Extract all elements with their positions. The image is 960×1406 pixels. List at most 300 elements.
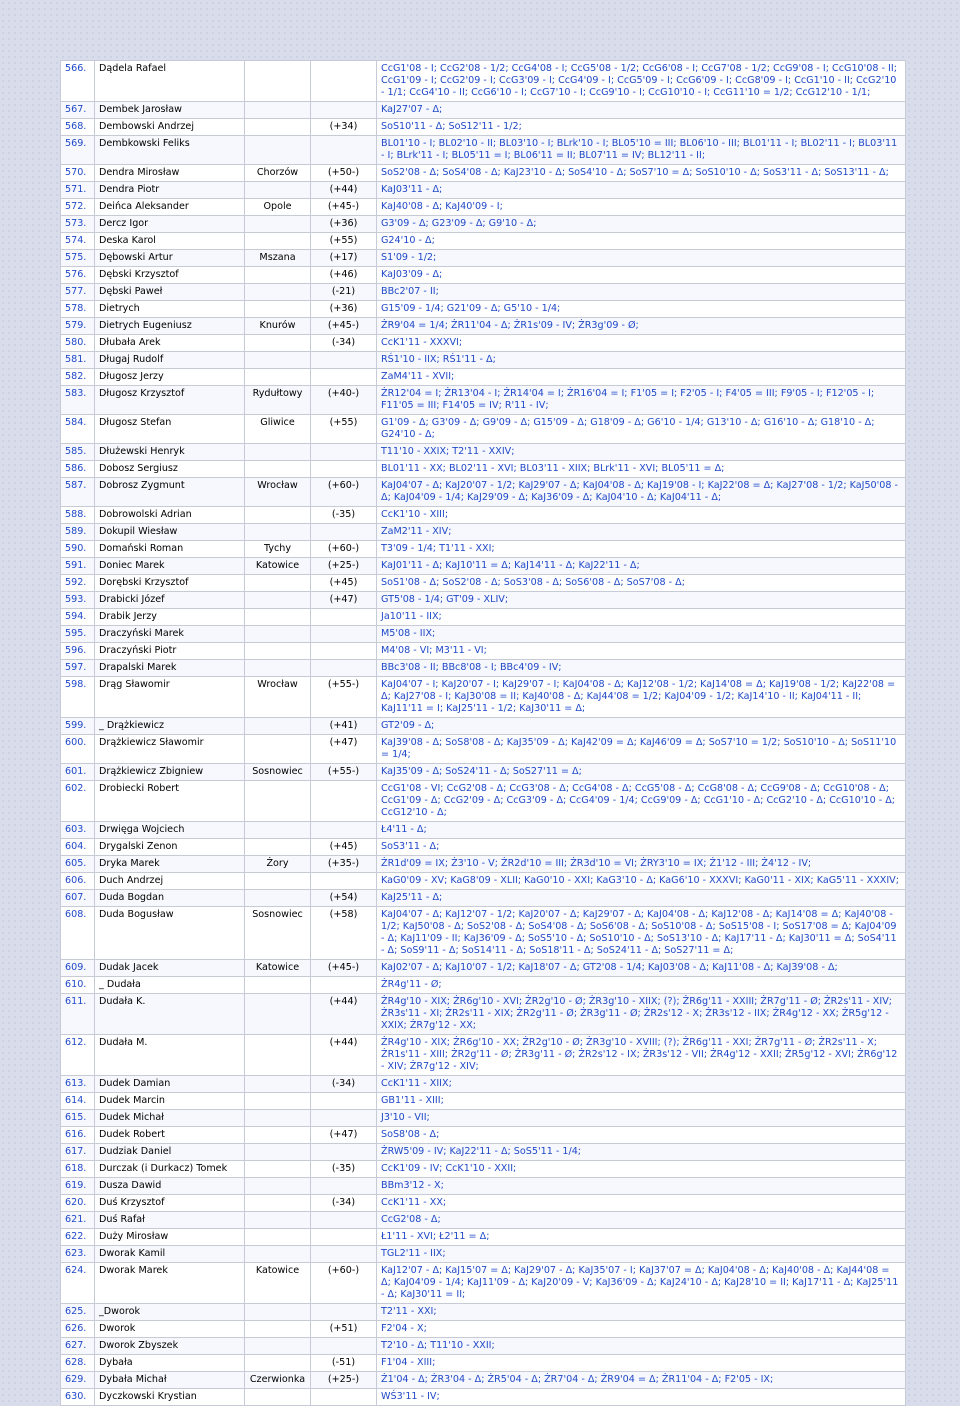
row-number: 577. xyxy=(61,284,95,301)
tournament-results: ŻRW5'09 - IV; KaJ22'11 - Δ; SoS5'11 - 1/4; xyxy=(377,1144,906,1161)
player-name: Dudak Jacek xyxy=(95,960,245,977)
player-rating: (+45-) xyxy=(311,199,377,216)
row-number: 594. xyxy=(61,609,95,626)
row-number: 607. xyxy=(61,890,95,907)
player-rating xyxy=(311,1304,377,1321)
tournament-results: CcG1'08 - VI; CcG2'08 - Δ; CcG3'08 - Δ; CcG4'08 - Δ; CcG5'08 - Δ; CcG8'08 - Δ; CcG9'08 - Δ; CcG10'08 - Δ; CcG1'09 - Δ; CcG2'09 - Δ; CcG3'09 - Δ; CcG4'09 - 1/4; CcG9'09 - Δ; CcG1'10 - Δ; CcG2'10 - Δ; CcG10'10 - Δ; CcG12'10 - Δ; xyxy=(377,781,906,822)
player-rating: (+54) xyxy=(311,890,377,907)
table-row xyxy=(61,284,906,301)
row-number: 570. xyxy=(61,165,95,182)
table-row xyxy=(61,626,906,643)
player-name: Dudek Marcin xyxy=(95,1093,245,1110)
table-row xyxy=(61,718,906,735)
player-name: Dendra Mirosław xyxy=(95,165,245,182)
tournament-results: ZaM4'11 - XVII; xyxy=(377,369,906,386)
player-rating: (-34) xyxy=(311,335,377,352)
player-name: Dudek Robert xyxy=(95,1127,245,1144)
player-name: Dudek Damian xyxy=(95,1076,245,1093)
player-city xyxy=(245,1212,311,1229)
player-name: Drygalski Zenon xyxy=(95,839,245,856)
player-rating xyxy=(311,1178,377,1195)
player-rating: (+25-) xyxy=(311,558,377,575)
table-row xyxy=(61,1246,906,1263)
row-number: 601. xyxy=(61,764,95,781)
player-rating: (+44) xyxy=(311,1035,377,1076)
player-name: Duda Bogdan xyxy=(95,890,245,907)
entries-table xyxy=(60,60,906,1406)
player-name: Długosz Jerzy xyxy=(95,369,245,386)
player-rating: (+60-) xyxy=(311,541,377,558)
player-city: Czerwionka xyxy=(245,1372,311,1389)
table-row xyxy=(61,907,906,960)
table-row xyxy=(61,233,906,250)
table-row xyxy=(61,592,906,609)
table-row xyxy=(61,507,906,524)
row-number: 598. xyxy=(61,677,95,718)
row-number: 612. xyxy=(61,1035,95,1076)
tournament-results: SoS3'11 - Δ; xyxy=(377,839,906,856)
table-row xyxy=(61,677,906,718)
tournament-results: ŻR4g'10 - XIX; ŻR6g'10 - XX; ŻR2g'10 - Ø; ŻR3g'10 - XVIII; (?); ŻR6g'11 - XXI; ŻR7g'11 - Ø; ŻR2s'11 - X; ŻR1s'11 - XIII; ŻR2g'11 - Ø; ŻR3g'11 - Ø; ŻR2s'12 - IX; ŻR3s'12 - VII; ŻR4g'12 - XXII; ŻR5g'12 - XVI; ŻR6g'12 - XIV; ŻR7g'12 - XIV; xyxy=(377,1035,906,1076)
player-rating: (+60-) xyxy=(311,1263,377,1304)
player-city xyxy=(245,284,311,301)
player-city xyxy=(245,369,311,386)
player-rating xyxy=(311,1389,377,1406)
player-name: Dłubała Arek xyxy=(95,335,245,352)
player-name: Dębski Krzysztof xyxy=(95,267,245,284)
tournament-results: KaJ04'07 - Δ; KaJ20'07 - 1/2; KaJ29'07 - Δ; KaJ04'08 - Δ; KaJ19'08 - I; KaJ22'08 = Δ; KaJ27'08 - 1/2; KaJ50'08 - Δ; KaJ04'09 - 1/4; KaJ29'09 - Δ; KaJ36'09 - Δ; KaJ04'10 - Δ; KaJ04'11 - Δ; xyxy=(377,478,906,507)
player-name: Dusza Dawid xyxy=(95,1178,245,1195)
player-name: Dobrosz Zygmunt xyxy=(95,478,245,507)
row-number: 597. xyxy=(61,660,95,677)
tournament-results: J3'10 - VII; xyxy=(377,1110,906,1127)
table-row xyxy=(61,1212,906,1229)
table-row xyxy=(61,1389,906,1406)
row-number: 568. xyxy=(61,119,95,136)
row-number: 583. xyxy=(61,386,95,415)
row-number: 618. xyxy=(61,1161,95,1178)
table-row xyxy=(61,318,906,335)
tournament-results: M4'08 - VI; M3'11 - VI; xyxy=(377,643,906,660)
row-number: 626. xyxy=(61,1321,95,1338)
player-city xyxy=(245,839,311,856)
player-city xyxy=(245,1178,311,1195)
table-row xyxy=(61,575,906,592)
row-number: 630. xyxy=(61,1389,95,1406)
table-row xyxy=(61,386,906,415)
player-rating: (+47) xyxy=(311,735,377,764)
table-row xyxy=(61,994,906,1035)
table-row xyxy=(61,165,906,182)
tournament-results: WŚ3'11 - IV; xyxy=(377,1389,906,1406)
table-row xyxy=(61,977,906,994)
table-row xyxy=(61,119,906,136)
player-rating: (-34) xyxy=(311,1076,377,1093)
tournament-results: Ja10'11 - IIX; xyxy=(377,609,906,626)
row-number: 588. xyxy=(61,507,95,524)
player-city xyxy=(245,461,311,478)
row-number: 619. xyxy=(61,1178,95,1195)
player-city xyxy=(245,216,311,233)
player-name: _ Dudała xyxy=(95,977,245,994)
player-name: Dercz Igor xyxy=(95,216,245,233)
player-rating xyxy=(311,626,377,643)
player-rating: (+46) xyxy=(311,267,377,284)
player-rating: (+55) xyxy=(311,233,377,250)
tournament-results: F2'04 - X; xyxy=(377,1321,906,1338)
tournament-results: KaJ39'08 - Δ; SoS8'08 - Δ; KaJ35'09 - Δ; KaJ42'09 = Δ; KaJ46'09 = Δ; SoS7'10 = 1/2; SoS10'10 - Δ; SoS11'10 = 1/4; xyxy=(377,735,906,764)
tournament-results: G24'10 - Δ; xyxy=(377,233,906,250)
player-city xyxy=(245,1389,311,1406)
row-number: 623. xyxy=(61,1246,95,1263)
table-row xyxy=(61,102,906,119)
player-name: Długosz Krzysztof xyxy=(95,386,245,415)
player-city: Chorzów xyxy=(245,165,311,182)
player-rating xyxy=(311,369,377,386)
player-rating: (+47) xyxy=(311,1127,377,1144)
tournament-results: KaJ12'07 - Δ; KaJ15'07 = Δ; KaJ29'07 - Δ; KaJ35'07 - I; KaJ37'07 = Δ; KaJ04'08 - Δ; KaJ40'08 - Δ; KaJ44'08 = Δ; KaJ04'09 - 1/4; KaJ11'09 - Δ; KaJ20'09 - V; KaJ36'09 - Δ; KaJ24'10 - Δ; KaJ28'10 = II; KaJ17'11 - Δ; KaJ25'11 - Δ; KaJ30'11 = II; xyxy=(377,1263,906,1304)
row-number: 567. xyxy=(61,102,95,119)
tournament-results: KaJ40'08 - Δ; KaJ40'09 - I; xyxy=(377,199,906,216)
player-rating: (+44) xyxy=(311,994,377,1035)
player-name: Drabicki Józef xyxy=(95,592,245,609)
player-city xyxy=(245,994,311,1035)
table-row xyxy=(61,216,906,233)
player-rating: (+36) xyxy=(311,301,377,318)
player-name: Dudała K. xyxy=(95,994,245,1035)
table-row xyxy=(61,890,906,907)
tournament-results: ŻR1d'09 = IX; Ż3'10 - V; ŻR2d'10 = III; ŻR3d'10 = VI; ŻRY3'10 = IX; Ż1'12 - III; Ż4'12 - IV; xyxy=(377,856,906,873)
player-name: Drąg Sławomir xyxy=(95,677,245,718)
player-name: Draczyński Piotr xyxy=(95,643,245,660)
table-row xyxy=(61,1304,906,1321)
table-row xyxy=(61,735,906,764)
row-number: 624. xyxy=(61,1263,95,1304)
row-number: 625. xyxy=(61,1304,95,1321)
player-rating: (+50-) xyxy=(311,165,377,182)
row-number: 615. xyxy=(61,1110,95,1127)
player-rating: (-34) xyxy=(311,1195,377,1212)
player-rating: (+51) xyxy=(311,1321,377,1338)
row-number: 613. xyxy=(61,1076,95,1093)
row-number: 590. xyxy=(61,541,95,558)
player-city xyxy=(245,444,311,461)
player-rating xyxy=(311,873,377,890)
player-city xyxy=(245,873,311,890)
tournament-results: BBc3'08 - II; BBc8'08 - I; BBc4'09 - IV; xyxy=(377,660,906,677)
row-number: 580. xyxy=(61,335,95,352)
player-name: Dyczkowski Krystian xyxy=(95,1389,245,1406)
player-rating xyxy=(311,643,377,660)
tournament-results: T2'10 - Δ; T11'10 - XXII; xyxy=(377,1338,906,1355)
player-city: Opole xyxy=(245,199,311,216)
row-number: 600. xyxy=(61,735,95,764)
tournament-results: KaJ03'11 - Δ; xyxy=(377,182,906,199)
tournament-results: RŚ1'10 - IIX; RŚ1'11 - Δ; xyxy=(377,352,906,369)
player-rating: (+45-) xyxy=(311,318,377,335)
player-rating: (+36) xyxy=(311,216,377,233)
tournament-results: G15'09 - 1/4; G21'09 - Δ; G5'10 - 1/4; xyxy=(377,301,906,318)
player-rating: (+45-) xyxy=(311,960,377,977)
player-name: Dybała Michał xyxy=(95,1372,245,1389)
player-rating xyxy=(311,461,377,478)
tournament-results: KaJ04'07 - Δ; KaJ12'07 - 1/2; KaJ20'07 - Δ; KaJ29'07 - Δ; KaJ04'08 - Δ; KaJ12'08 - Δ; KaJ14'08 = Δ; KaJ40'08 - 1/2; KaJ50'08 - Δ; SoS2'08 - Δ; SoS4'08 - Δ; SoS6'08 - Δ; SoS10'08 - Δ; SoS15'08 - I; SoS17'08 = Δ; KaJ04'09 - Δ; KaJ11'09 - II; KaJ36'09 - Δ; SoS5'10 - Δ; SoS10'10 - Δ; SoS13'10 - Δ; KaJ17'11 - Δ; KaJ30'11 = Δ; SoS4'11 - Δ; SoS9'11 - Δ; SoS14'11 - Δ; SoS18'11 - Δ; SoS24'11 - Δ; SoS27'11 = Δ; xyxy=(377,907,906,960)
table-row xyxy=(61,250,906,267)
row-number: 603. xyxy=(61,822,95,839)
player-name: Dworak Kamil xyxy=(95,1246,245,1263)
player-rating xyxy=(311,352,377,369)
row-number: 586. xyxy=(61,461,95,478)
player-rating xyxy=(311,61,377,102)
player-city xyxy=(245,1195,311,1212)
player-city xyxy=(245,626,311,643)
tournament-results: ŻR9'04 = 1/4; ŻR11'04 - Δ; ŻR1s'09 - IV; ŻR3g'09 - Ø; xyxy=(377,318,906,335)
row-number: 627. xyxy=(61,1338,95,1355)
player-name: Dryka Marek xyxy=(95,856,245,873)
player-name: Dokupil Wiesław xyxy=(95,524,245,541)
tournament-results: TGL2'11 - IIX; xyxy=(377,1246,906,1263)
table-row xyxy=(61,960,906,977)
player-rating xyxy=(311,822,377,839)
table-row xyxy=(61,609,906,626)
player-city xyxy=(245,267,311,284)
player-rating: (+47) xyxy=(311,592,377,609)
player-rating xyxy=(311,444,377,461)
tournament-results: T3'09 - 1/4; T1'11 - XXI; xyxy=(377,541,906,558)
row-number: 611. xyxy=(61,994,95,1035)
table-row xyxy=(61,182,906,199)
row-number: 604. xyxy=(61,839,95,856)
row-number: 622. xyxy=(61,1229,95,1246)
player-name: Duch Andrzej xyxy=(95,873,245,890)
tournament-results: ŻR4g'10 - XIX; ŻR6g'10 - XVI; ŻR2g'10 - Ø; ŻR3g'10 - XIIX; (?); ŻR6g'11 - XXIII; ŻR7g'11 - Ø; ŻR2s'11 - XIV; ŻR3s'11 - XI; ŻR2s'11 - XIX; ŻR2g'11 - Ø; ŻR3g'11 - Ø; ŻR2s'12 - X; ŻR3s'12 - IIX; ŻR4g'12 - XX; ŻR5g'12 - XXIX; ŻR7g'12 - XX; xyxy=(377,994,906,1035)
player-city xyxy=(245,660,311,677)
table-row xyxy=(61,1127,906,1144)
player-name: Dendra Piotr xyxy=(95,182,245,199)
tournament-results: GT5'08 - 1/4; GT'09 - XLIV; xyxy=(377,592,906,609)
row-number: 617. xyxy=(61,1144,95,1161)
row-number: 596. xyxy=(61,643,95,660)
table-row xyxy=(61,873,906,890)
tournament-results: ŻR4g'11 - Ø; xyxy=(377,977,906,994)
table-row xyxy=(61,524,906,541)
tournament-results: ŻR12'04 = I; ŻR13'04 - I; ŻR14'04 = I; ŻR16'04 = I; F1'05 = I; F2'05 - I; F4'05 = III; F9'05 - I; F12'05 - I; F11'05 = III; F14'05 = IV; R'11 - IV; xyxy=(377,386,906,415)
player-rating xyxy=(311,609,377,626)
player-name: Duś Rafał xyxy=(95,1212,245,1229)
player-name: Dębski Paweł xyxy=(95,284,245,301)
tournament-results: KaJ04'07 - I; KaJ20'07 - I; KaJ29'07 - I; KaJ04'08 - Δ; KaJ12'08 - 1/2; KaJ14'08 = Δ; KaJ19'08 - 1/2; KaJ22'08 = Δ; KaJ27'08 - I; KaJ30'08 = II; KaJ40'08 - Δ; KaJ44'08 = 1/2; KaJ04'09 - 1/2; KaJ14'10 - II; KaJ04'11 - II; KaJ11'11 = I; KaJ25'11 - 1/2; KaJ30'11 = Δ; xyxy=(377,677,906,718)
player-name: Dworok Zbyszek xyxy=(95,1338,245,1355)
row-number: 572. xyxy=(61,199,95,216)
row-number: 571. xyxy=(61,182,95,199)
table-row xyxy=(61,1144,906,1161)
tournament-results: GT2'09 - Δ; xyxy=(377,718,906,735)
player-city xyxy=(245,575,311,592)
player-rating: (+35-) xyxy=(311,856,377,873)
table-row xyxy=(61,1355,906,1372)
tournament-results: CcK1'09 - IV; CcK1'10 - XXII; xyxy=(377,1161,906,1178)
row-number: 585. xyxy=(61,444,95,461)
player-rating: (+45) xyxy=(311,575,377,592)
player-city xyxy=(245,1338,311,1355)
player-city xyxy=(245,1246,311,1263)
table-row xyxy=(61,839,906,856)
player-name: Duś Krzysztof xyxy=(95,1195,245,1212)
table-row xyxy=(61,764,906,781)
player-city xyxy=(245,1321,311,1338)
player-city xyxy=(245,524,311,541)
row-number: 574. xyxy=(61,233,95,250)
tournament-results: CcK1'11 - XX; xyxy=(377,1195,906,1212)
player-rating: (+17) xyxy=(311,250,377,267)
player-name: Duży Mirosław xyxy=(95,1229,245,1246)
table-row xyxy=(61,1093,906,1110)
row-number: 609. xyxy=(61,960,95,977)
player-name: Dietrych xyxy=(95,301,245,318)
tournament-results: GB1'11 - XIII; xyxy=(377,1093,906,1110)
row-number: 584. xyxy=(61,415,95,444)
player-name: Durczak (i Durkacz) Tomek xyxy=(95,1161,245,1178)
table-row xyxy=(61,199,906,216)
row-number: 606. xyxy=(61,873,95,890)
player-city xyxy=(245,233,311,250)
tournament-results: CcG2'08 - Δ; xyxy=(377,1212,906,1229)
table-row xyxy=(61,1178,906,1195)
player-city xyxy=(245,301,311,318)
player-city xyxy=(245,1144,311,1161)
row-number: 582. xyxy=(61,369,95,386)
player-city xyxy=(245,735,311,764)
player-city xyxy=(245,781,311,822)
table-row xyxy=(61,856,906,873)
player-rating: (+55-) xyxy=(311,764,377,781)
table-row xyxy=(61,301,906,318)
tournament-results: KaJ27'07 - Δ; xyxy=(377,102,906,119)
tournament-results: BBm3'12 - X; xyxy=(377,1178,906,1195)
row-number: 608. xyxy=(61,907,95,960)
table-row xyxy=(61,1195,906,1212)
tournament-results: KaJ01'11 - Δ; KaJ10'11 = Δ; KaJ14'11 - Δ; KaJ22'11 - Δ; xyxy=(377,558,906,575)
player-name: Dworok xyxy=(95,1321,245,1338)
player-name: Deska Karol xyxy=(95,233,245,250)
row-number: 616. xyxy=(61,1127,95,1144)
player-city: Sosnowiec xyxy=(245,907,311,960)
table-row xyxy=(61,1263,906,1304)
player-city xyxy=(245,119,311,136)
player-city xyxy=(245,1110,311,1127)
player-rating: (-35) xyxy=(311,1161,377,1178)
player-name: Drwięga Wojciech xyxy=(95,822,245,839)
player-city xyxy=(245,890,311,907)
tournament-results: BL01'11 - XX; BL02'11 - XVI; BL03'11 - XIIX; BLrk'11 - XVI; BL05'11 = Δ; xyxy=(377,461,906,478)
player-rating: (+34) xyxy=(311,119,377,136)
player-city xyxy=(245,643,311,660)
player-rating: (+44) xyxy=(311,182,377,199)
player-rating xyxy=(311,102,377,119)
player-city xyxy=(245,507,311,524)
tournament-results: CcK1'11 - XIIX; xyxy=(377,1076,906,1093)
player-city xyxy=(245,1127,311,1144)
tournament-results: CcG1'08 - I; CcG2'08 - 1/2; CcG4'08 - I; CcG5'08 - 1/2; CcG6'08 - I; CcG7'08 - 1/2; CcG9'08 - I; CcG10'08 - II; CcG1'09 - I; CcG2'09 - I; CcG3'09 - I; CcG4'09 - I; CcG5'09 - I; CcG6'09 - I; CcG8'09 - I; CcG1'10 - II; CcG2'10 - 1/1; CcG4'10 - II; CcG6'10 - I; CcG7'10 - I; CcG9'10 - I; CcG10'10 - I; CcG11'10 = 1/2; CcG12'10 - 1/1; xyxy=(377,61,906,102)
player-city: Sosnowiec xyxy=(245,764,311,781)
player-rating: (+55) xyxy=(311,415,377,444)
player-rating xyxy=(311,977,377,994)
player-rating: (+60-) xyxy=(311,478,377,507)
player-city: Knurów xyxy=(245,318,311,335)
player-name: Deińca Aleksander xyxy=(95,199,245,216)
player-name: Drobiecki Robert xyxy=(95,781,245,822)
player-name: Dembowski Andrzej xyxy=(95,119,245,136)
table-row xyxy=(61,136,906,165)
player-name: Długaj Rudolf xyxy=(95,352,245,369)
player-name: Drążkiewicz Zbigniew xyxy=(95,764,245,781)
row-number: 595. xyxy=(61,626,95,643)
row-number: 575. xyxy=(61,250,95,267)
tournament-results: KaJ35'09 - Δ; SoS24'11 - Δ; SoS27'11 = Δ; xyxy=(377,764,906,781)
row-number: 602. xyxy=(61,781,95,822)
row-number: 605. xyxy=(61,856,95,873)
table-row xyxy=(61,541,906,558)
table-row xyxy=(61,461,906,478)
table-row xyxy=(61,478,906,507)
player-city: Wrocław xyxy=(245,677,311,718)
player-city: Wrocław xyxy=(245,478,311,507)
table-row xyxy=(61,1110,906,1127)
row-number: 576. xyxy=(61,267,95,284)
player-name: Dembkowski Feliks xyxy=(95,136,245,165)
tournament-results: G1'09 - Δ; G3'09 - Δ; G9'09 - Δ; G15'09 - Δ; G18'09 - Δ; G6'10 - 1/4; G13'10 - Δ; G16'10 - Δ; G18'10 - Δ; G24'10 - Δ; xyxy=(377,415,906,444)
row-number: 610. xyxy=(61,977,95,994)
row-number: 589. xyxy=(61,524,95,541)
player-city: Katowice xyxy=(245,1263,311,1304)
table-row xyxy=(61,781,906,822)
player-city xyxy=(245,592,311,609)
table-row xyxy=(61,660,906,677)
player-rating: (+40-) xyxy=(311,386,377,415)
table-row xyxy=(61,335,906,352)
player-name: Dietrych Eugeniusz xyxy=(95,318,245,335)
player-name: Doniec Marek xyxy=(95,558,245,575)
player-city xyxy=(245,718,311,735)
player-name: _Dworok xyxy=(95,1304,245,1321)
tournament-results: Ż1'04 - Δ; ŻR3'04 - Δ; ŻR5'04 - Δ; ŻR7'04 - Δ; ŻR9'04 = Δ; ŻR11'04 - Δ; F2'05 - IX; xyxy=(377,1372,906,1389)
player-city: Katowice xyxy=(245,960,311,977)
table-row xyxy=(61,643,906,660)
player-rating xyxy=(311,1338,377,1355)
player-rating xyxy=(311,1093,377,1110)
player-city xyxy=(245,1076,311,1093)
player-city xyxy=(245,1304,311,1321)
player-city: Mszana xyxy=(245,250,311,267)
row-number: 628. xyxy=(61,1355,95,1372)
table-row xyxy=(61,1372,906,1389)
player-rating xyxy=(311,136,377,165)
player-city: Tychy xyxy=(245,541,311,558)
player-rating xyxy=(311,1212,377,1229)
player-rating xyxy=(311,781,377,822)
tournament-results: T2'11 - XXI; xyxy=(377,1304,906,1321)
player-rating: (+58) xyxy=(311,907,377,960)
tournament-results: BBc2'07 - II; xyxy=(377,284,906,301)
tournament-results: ZaM2'11 - XIV; xyxy=(377,524,906,541)
tournament-results: KaG0'09 - XV; KaG8'09 - XLII; KaG0'10 - XXI; KaG3'10 - Δ; KaG6'10 - XXXVI; KaG0'11 - XIX; KaG5'11 - XXXIV; xyxy=(377,873,906,890)
tournament-results: KaJ25'11 - Δ; xyxy=(377,890,906,907)
player-rating: (+41) xyxy=(311,718,377,735)
row-number: 629. xyxy=(61,1372,95,1389)
player-name: Dudała M. xyxy=(95,1035,245,1076)
player-city: Katowice xyxy=(245,558,311,575)
player-name: _ Drążkiewicz xyxy=(95,718,245,735)
